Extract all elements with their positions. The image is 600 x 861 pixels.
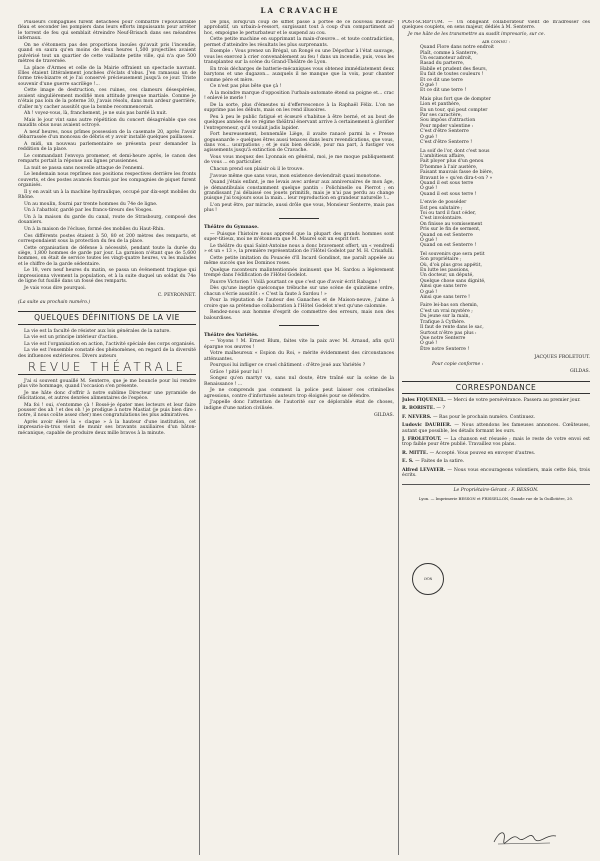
paragraph: Cette petite imitation du Pouacée d'Il Incard Gondinot, me paraît appelée au même succès que les Dominos roses. [204,255,394,267]
paragraph: Mais le jour vint sans autre répétition du concert désagréable que ces maudits obus nous avaient octroyé. [18,117,196,129]
handwritten-signature [490,826,560,848]
poem-line: Ainsi que sans terre [420,284,467,290]
paragraph: Le 18, vers neuf heures du matin, se passa un événement tragique qui impressionna vivement la population, et à la suite duquel un soldat du 74e de ligne fut fusillé dans un fossé des remparts. [18,268,196,285]
printer-line: Lyon. — Imprimerie BESSON et FRISSELLON, Grande rue de la Guillotière, 20. [418,495,574,501]
poem-line: Un escamoteur adroit, [420,56,473,61]
paragraph: Cette petite machine en supprimant la main-d'œuvre... et toute contradiction, permet d'atteindre les résultats les plus surprenants. [204,37,394,48]
revue-continued [204,20,394,214]
correspondance-entry [402,398,590,403]
poem-line: C'est d'être Senterre ! [420,140,473,146]
correspondent-name: J. FROLETOUT. [402,436,444,442]
correspondance-entry [402,468,590,479]
poem [402,45,590,352]
section-title-revue: REVUE THÉATRALE [18,365,196,374]
poem-line: Surtout n'être pas plus : [420,330,477,336]
masthead: LA CRAVACHE [260,6,340,15]
poem-line: Quand il est sous terre ! [420,191,477,197]
paragraph: Quand j'étais enfant, je me levais avec ardeur aux anniversaires de mon âge, je démantibulais constamment quelque pantin : Polichinelle ou Pierrot ; en grandissant j'ai délaissé ces jouets primitifs, mais je n'ai pas perdu au change puisque j'ai toujours sous la main... leur reproduction en grandeur naturelle !... [204,180,394,202]
paragraph: La vie est l'ensemble constaté des phénomènes, en regard de la diversité des influences extérieures. Divers auteurs [18,348,196,359]
postscript: POST-SCRIPTUM. — Un obligeant collaborateur vient de m'adresser ces quelques couplets, en sens majeur, dédiés à M. Senterre. [402,20,590,31]
paragraph: Quelque raconteurs malintentionnés insinuent que M. Sardou a légèrement trempé dans l'édification de l'Hôtel Godelot. [204,267,394,279]
poem-line: Lion et panthère, [420,102,461,108]
poem-line: Est peu salutaire ; [420,205,463,211]
paragraph: Pauvre Victorien ! Voilà pourtant ce que c'est que d'avoir écrit Rabagas ! [210,279,381,285]
correspondance-list [402,398,590,478]
paragraph: J'avoue même que sans vous, mon existence deviendrait quasi monotone. [210,173,382,179]
poem-line: Par ses caractère, [420,113,462,119]
paragraph: Ce n'est pas plus bête que çà ! [210,84,282,90]
column-1 [18,20,196,855]
paragraph: Pour la réputation de l'auteur des Ganaches et de Maison-neuve, j'aime à croire que sa prétendue collaboration à l'Hôtel Godelot n'est qu'une calomnie. [204,298,394,309]
gerant-line: Le Propriétaire-Gérant : F. BESSON. [402,484,590,493]
paragraph: Le théâtre du quai Saint-Antoine nous a donc bravement offert, un « vendredi » et un « 13 », la première représentation de l'Hôtel Godelot par M. H. Crisafulli. [204,243,394,255]
author-signature: C. PEYRONNET. [157,293,196,299]
correspondent-name: R. BORISTE. [402,406,437,412]
poem-line: O gué ! [420,186,438,192]
paragraph: La nuit se passa sans nouvelle attaque de l'ennemi. [24,165,144,171]
paragraph: Cette image de destruction, ces ruines, ces clameurs désespérées, avaient singulièrement modifié mon attitude presque martiale. Comme je n'étais pas loin de la poterne 30, j'avais résolu, dans mon ardeur guerrière, d'aller m'y cacher aussitôt que la bombe recommencerait. [18,88,196,110]
correspondance-entry [402,437,590,448]
poem-line: Et ce dit une terre [420,77,463,83]
poem-line: Et ce dit une terre ! [420,88,467,94]
paragraph: Songez qu'en martyr va, sans nul doute, être traîné sur la scène de la Renaissance ! ... [204,376,394,387]
poem-line: Sou impôss d'attraction [420,118,476,124]
paragraph: Dès qu'une ineptie quelconque trébuche sur une scène de quinzième ordre, chacun s'écrie aussitôt : « C'est la faute à Sardou ! » [204,286,394,297]
paragraph: Ma foi ! oui, s'entomme çà ! Bossé-je épater mes lecteurs et leur faire pousser des ah ! et des oh ! je prodigue à notre Mastiat (je puis bien dire : notre, il nous coûte assez cher) mes congratulations les plus admiratives. [18,402,196,419]
paragraph: — Voyons ! M. Ernest Blum, faites vite la paix avec M. Arnaud, afin qu'il épargne vos œuvres ! [204,339,394,350]
column-3 [402,20,590,855]
continuation-note: (La suite au prochain numéro.) [18,299,91,305]
poem-line: D'homme à l'air austère, [420,164,478,170]
correspondence-reply: — La chanson est résusée ; mais le reste de votre envoi est trop faible pour être publié. Travaillez vos plans. [402,436,590,448]
gymnase-title: Théâtre du Gymnase. [204,225,259,231]
section-title-definitions: QUELQUES DÉFINITIONS DE LA VIE [18,311,196,324]
paragraph: Je ne comprends pas comment la police peut laisser ces criminelles agressions, contre d'infortunés auteurs trop éloignés pour se défendre. [204,388,394,399]
paragraph: Le lendemain nous reprîmes nos positions respectives derrière les fronts couverts, et des postes avancés fournis par les compagnies de piquet furent organisés. [18,172,196,189]
poem-line: En un tour, qui peut compter [420,107,488,113]
correspondent-name: Ludovic DAUBIER. [402,423,455,429]
poem-line: L'ambitieux affaire, [420,153,466,159]
poem-line: Pris sur le fin de serment, [420,227,481,233]
poem-line: Plaît, comme à Santerre, [420,50,478,56]
paragraph: Fort heureusement, bonnemâle Liège, il avaite ranacé parmi la « Presse gogueanarde » quelques êtres aussi tenaces dans leurs revendications, que vous, dans vos... usurpations ; et je suis bien décidé, pour ma part, à fustiger vos agissements jusqu'à extinction de Cravache. [204,132,394,154]
paragraph: J'ai si souvent gouaillé M. Senterre, que je me bouncle pour lui rendre plus vite hommage, quand l'occasion s'en présente. [18,378,196,390]
postal-stamp: LYON [412,563,444,595]
paragraph: On ne s'étonnera pas des proportions inouïes qu'avait pris l'incendie, quand on saura qu'en moins de deux heures 1,500 projectiles avaient pulvérisé tout un quartier de cette vaillante petite ville, qui n'a que 500 mètres de traversée. [18,42,196,65]
correspondent-name: F. NEVERS. [402,414,433,420]
poem-line: Quand Flore dans notre endroit [420,45,494,51]
postscript-note: Je me hâte de les transmettre au susdit impresario, sur ce. [408,32,546,37]
poem-line: On finisse au vomissement [420,221,483,227]
paragraph: Un à la maison de l'écluse, formé des mobiles du Haut-Rhin. [24,227,165,233]
poem-line: Quand on est Senterre ! [420,243,477,249]
paragraph: — Puisque l'histoire nous apprend que la plupart des grands hommes sont super-titieux, moi ne m'étonnera que M. Maurel soit un esprit fort. [204,231,394,243]
poem-line: Quand il est sous terre [420,180,474,186]
poem-stanza [420,200,590,249]
air-label: AIR CONNU : [481,38,511,44]
paragraph: Exemple : Vous prenez un Brégal, un Rongé ou une Dépothar à l'état sauvage, vous les exercez à crier convenablement au feu ! dans un incendie, puis, vous les transplantez sur la scène du Grand-Théâtre de Lyon. [204,49,394,66]
poem-stanza [420,149,590,198]
correspondance-entry [402,406,590,411]
poem-stanza [420,45,590,94]
paragraph: Peu à peu le public fatigué et écœuré s'habitue à être berné, et au bout de quelques années de ce régime théâtral énervant arrive à certainement à glorifier l'entrepreneur, qu'il voulait jadis lapider. [204,114,394,131]
poem-line: Être notre Senterre ! [420,346,470,352]
copy-signature: GILDAS. [570,369,590,375]
poem-line: Toi ou tard il faut céder, [420,210,476,216]
correspondent-name: Alfred LEVAYER. [402,467,448,473]
paragraph: Rendez-nous aux homme d'esprit de commettre des erreurs, mais non des balourdises. [204,310,394,321]
poem-line: Faire lei-bas son chemin, [420,303,479,309]
correspondence-reply: — Nous vous encourageons volontiers, mais cette fois, trois écrits. [402,467,590,478]
poem-signature: JACQUES FROLETOUT. [534,355,590,361]
correspondent-name: E. S. [402,459,416,465]
definitions-list [18,329,196,360]
paragraph: De plus, lorsqu'un coup de sifflet passe à portée de ce nouveau moteur-approbatif, un urbain-à-ressort, surgissant tout à coup d'un compartiment ad hoc, empoigne le perturbateur et le suspend au cou. [204,20,394,36]
author-signature: GILDAS. [374,413,394,419]
correspondence-reply: — Nous attendons les fameuses annonces. Cœûteuses, autant que possible, les détails formant les ours. [402,423,590,434]
poem-line: O gué ! [420,238,438,243]
correspondence-reply: — Faites de la satire. [415,459,465,465]
poem-line: Quelque chose sans dignité, [420,278,486,284]
poem-line: Il faut de rente dans le sac, [420,325,484,331]
paragraph: Ces différents postes étaient à 50, 80 et 200 mètres des remparts, et correspondaient sous la protection du feu de la place. [18,233,196,245]
varietes-title: Théâtre des Variétés. [204,332,259,338]
paragraph: Je me hâte donc d'offrir à notre sublime Directeur une pyramide de félicitations, et autres denrées alimentaires de l'espèce. [18,390,196,402]
correspondent-name: R. MITTE. [402,450,430,456]
column-rule [398,20,399,855]
correspondence-reply: — Ras pour le prochain numéro. Continuez. [432,414,536,420]
correspondance-entry [402,459,590,464]
paragraph: Un à la maison du garde du canal, route de Strasbourg, composé des douaniers. [18,215,196,226]
paragraph: Je vais vous dire pourquoi. [24,285,87,291]
correspondence-reply: — Accepté. Vous pouvez en envoyer d'autres. [429,450,536,456]
correspondance-entry [402,451,590,456]
divider [204,217,394,222]
revue-theatrale-text [18,379,196,437]
paragraph: De la sorte, plus d'émeutes ni d'effervescence à la Raphaël Félix. L'on ne supprime pas les débuts, mais on les rend illusoires. [204,102,394,114]
poem-line: Pour mpder valentine : [420,123,474,129]
paragraph: La vie est l'organisation en action, l'activité spéciale des corps organisés. [24,341,196,347]
poem-line: Mais plus fort que de dompter [420,96,491,102]
poem-line: Faisant mauvais fasse de bière, [420,170,494,176]
paragraph: A la moindre marque d'opposition l'urbain-automate étend sa poigne et... crac ! enlevé le merle ! [204,90,394,102]
poem-line: Trafique à Cythère. [420,319,466,325]
column-rule [199,20,200,855]
correspondance-entry [402,423,590,434]
poem-line: O gué ! [420,341,438,347]
paragraph: Cette organisation de défense à nécessité, pendant toute la durée du siège, 1,800 hommes de garde par jour. La garnison n'étant que de 5,600 hommes, on était de service toutes les vingt-quatre heures, vu les malades et le chiffre de la garde sédentaire. [18,245,196,267]
poem-line: Rasad du parterre, [420,61,465,67]
poem-stanza [420,252,590,301]
poem-line: En lutte les passions, [420,268,470,274]
correspondence-reply: — ? [436,406,445,412]
paragraph: A neuf heures, nous prîmes possession de la casemate 20, après l'avoir débarrassée d'un monceau de débris et y avoir installé quelques paillasses. [18,129,196,141]
poem-line: Habile et prudent des fleurs, [420,66,488,72]
poem-line: Tel souvenirs que sera petit [420,251,485,257]
paragraph: Un à l'abattoir, gardé par les francs-tireurs des Vosges. [24,208,153,214]
paragraph: La vie est un principe intérieur d'action. [24,335,118,341]
divider [204,324,394,329]
poem-line: L'envie de posséder [420,200,467,206]
paragraph: Chacun prend son plaisir où il le trouve. [210,167,304,173]
paragraph: Le commandant l'envoya promener, et demi-heure après, le canon des remparts portait la réponse aux lignes prussiennes. [18,153,196,165]
poem-line: Où, d'où plus gros appétit, [420,262,482,268]
column-2 [204,20,394,855]
poem-line: Quand on est Senterre [420,232,473,238]
poem-line: Eu fait de toutes couleurs ! [420,72,484,78]
paragraph: Après avoir élevé la « claque » à la hauteur d'une institution, cet impresario-in-trus vient de munir ses bravants auxiliaires d'un bâton-mécanique, capable de produire deux mille bravos à la minute. [18,420,196,436]
paragraph: La vie est la faculté de résister aux lois générales de la nature. [24,328,171,334]
gymnase-text [204,232,394,321]
poem-line: Bravant le « qu'en dira-t-on ? » [420,175,493,181]
poem-line: C'est un vrai mystère ; [420,308,473,314]
paragraph: Vous vous moquez des Lyonnais en général, moi, je me moque publiquement de vous ... en particulier. [204,155,394,166]
poem-line: Que notre Senterre [420,335,466,341]
poem-line: C'est d'être Senterre [420,129,469,135]
poem-line: La soif de l'or, dont c'est nous [420,148,490,154]
paragraph: En trois décharges de batterie-mécaniques vous obtenez immédiatement deux barytons et une dugazon... auxquels il ne manque que la voix, pour chanter comme père et mère. [204,66,394,83]
correspondent-name: Jules FIQUENEL. [402,397,448,403]
article-siege [18,20,196,291]
correspondance-entry [402,415,590,420]
poem-line: O gué ! [420,134,438,140]
poem-stanza [420,303,590,352]
poem-line: O gué ! [420,289,438,295]
poem-stanza [420,97,590,146]
paragraph: Votre malheureux « Espion du Roi, » mérite évidemment des circonstances atténuantes. [204,351,394,362]
paragraph: La place d'Armes et celle de la Mairie offraient un spectacle navrant. Elles étaient littéralement jonchées d'éclats d'obus. J'en ramassai un de forme très-bizarre et je l'ai conservé précieusement jusqu'à ce jour. Triste souvenir d'une guerre sacrilège !... [18,65,196,87]
poem-line: Un docteur, un député, [420,273,474,279]
poem-line: Fait ployer plus d'un genou [420,159,484,165]
poem-line: C'est involontaire. [420,216,463,222]
poem-line: O gué ! [420,83,438,89]
poem-line: Du jeune sur la main, [420,314,470,320]
paragraph: Grâce ! pitié pour lui ! [210,369,263,375]
paragraph: Pourquoi lui infliger ce cruel châtiment : d'être joué aux Variétés ? [210,363,366,369]
poem-line: Ainsi que sans terre ! [420,295,470,301]
copy-note: Pour copie conforme : [432,361,484,367]
paragraph: J'appelle donc l'attention de l'autorité sur ce déplorable état de choses, indigne d'une nation civilisée. [204,400,394,411]
section-title-correspondance: CORRESPONDANCE [402,381,590,394]
paragraph: Plusieurs compagnies furent détachées pour combattre l'épouvantable fléau et seconder les pompiers dans leurs efforts impuissants pour arrêter le torrent de feu qui semblait étreindre Neuf-Brisach dans ses méandres infernaux. [18,20,196,42]
paragraph: Ah ! voyez-vous, là, franchement, je ne suis pas bardé là nuit. [24,111,168,117]
paragraph: Il y en avait un à la machine hydraulique, occupé par dix-sept mobiles du Rhône. [18,189,196,201]
correspondence-reply: — Merci de votre persévérance. Passera au premier jour. [447,397,581,403]
varietes-text [204,339,394,411]
paragraph: Un au moulin, fourni par trente hommes du 74e de ligne. [24,201,158,207]
paragraph: L'on peut être, par miracle, aussi drôle que vous, Monsieur Senterre, mais pas plus ! [204,203,394,214]
paragraph: A midi, un nouveau parlementaire se présenta pour demander la reddition de la place. [18,141,196,153]
poem-line: Son propriétaire ; [420,257,462,263]
